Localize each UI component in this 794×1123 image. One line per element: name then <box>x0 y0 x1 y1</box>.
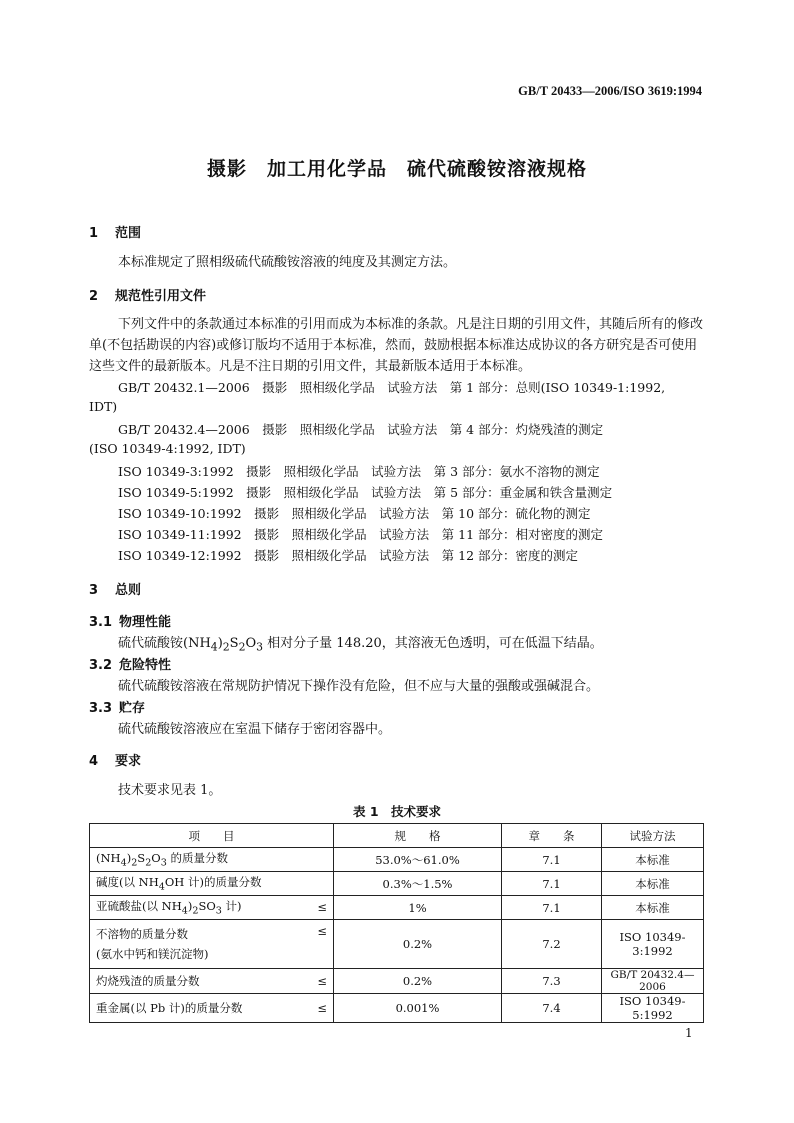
section-3-3-heading <box>89 697 145 716</box>
section-3-3-number: 3.3 <box>89 701 113 716</box>
row-clause: 7.1 <box>502 872 602 896</box>
row-clause: 7.4 <box>502 994 602 1023</box>
header-clause: 章 条 <box>502 824 602 848</box>
standard-number-header: GB/T 20433—2006/ISO 3619:1994 <box>518 84 702 98</box>
reference-1-line-1: GB/T 20432.1—2006 摄影 照相级化学品 试验方法 第 1 部分：总则(ISO 10349-1:1992, <box>118 380 666 395</box>
row-clause: 7.1 <box>502 848 602 872</box>
section-3-1-text: 硫代硫酸铵$(NH_4)_2S_2O_3$ 相对分子量 148.20，其溶液无色透明，可在低温下结晶。 <box>118 636 603 654</box>
section-4-title: 要求 <box>115 754 142 769</box>
row-item: 重金属(以 Pb 计)的质量分数 ≤ <box>90 994 334 1023</box>
section-3-1-heading <box>89 611 171 630</box>
row-method: ISO 10349-3:1992 <box>602 920 704 969</box>
section-1-heading <box>89 222 141 241</box>
row-spec: 0.001% <box>334 994 502 1023</box>
row-method: 本标准 <box>602 872 704 896</box>
row-method: 本标准 <box>602 848 704 872</box>
table-row <box>90 872 704 896</box>
row-method: 本标准 <box>602 896 704 920</box>
row-item: 亚硫酸盐(以 $NH_4)_2SO_3$ 计) ≤ <box>90 896 334 920</box>
section-3-title: 总则 <box>115 583 142 598</box>
row-spec: 53.0%～61.0% <box>334 848 502 872</box>
section-4-number: 4 <box>89 754 99 769</box>
table-row <box>90 848 704 872</box>
table-row <box>90 969 704 994</box>
less-equal-symbol: ≤ <box>317 924 327 938</box>
reference-6: ISO 10349-11:1992 摄影 照相级化学品 试验方法 第 11 部分：相对密度的测定 <box>118 527 603 542</box>
section-3-2-title: 危险特性 <box>119 658 172 673</box>
reference-5: ISO 10349-10:1992 摄影 照相级化学品 试验方法 第 10 部分：硫化物的测定 <box>118 506 591 521</box>
row-clause: 7.1 <box>502 896 602 920</box>
section-3-heading <box>89 579 141 598</box>
section-3-3-text: 硫代硫酸铵溶液应在室温下储存于密闭容器中。 <box>118 722 392 737</box>
section-1-title: 范围 <box>115 226 142 241</box>
section-3-1-title: 物理性能 <box>119 615 172 630</box>
reference-2-line-1: GB/T 20432.4—2006 摄影 照相级化学品 试验方法 第 4 部分：灼烧残渣的测定 <box>118 422 604 437</box>
row-clause: 7.3 <box>502 969 602 994</box>
row-spec: 0.2% <box>334 920 502 969</box>
section-4-heading <box>89 750 141 769</box>
page-number: 1 <box>685 1026 693 1040</box>
section-1-number: 1 <box>89 226 99 241</box>
less-equal-symbol: ≤ <box>317 900 327 915</box>
row-spec: 1% <box>334 896 502 920</box>
section-2-intro: 下列文件中的条款通过本标准的引用而成为本标准的条款。凡是注日期的引用文件，其随后所有的修改单(不包括勘误的内容)或修订版均不适用于本标准，然而，鼓励根据本标准达成协议的各方研究是否可使用这些文件的最新版本。凡是不注日期的引用文件，其最新版本适用于本标准。 <box>89 317 704 374</box>
reference-1-line-2: IDT) <box>89 399 118 414</box>
section-1-text: 本标准规定了照相级硫代硫酸铵溶液的纯度及其测定方法。 <box>118 255 457 270</box>
reference-3: ISO 10349-3:1992 摄影 照相级化学品 试验方法 第 3 部分：氨水不溶物的测定 <box>118 464 600 479</box>
row-method: GB/T 20432.4—2006 <box>602 969 704 994</box>
section-3-3-title: 贮存 <box>119 701 146 716</box>
section-2-number: 2 <box>89 289 99 304</box>
header-spec: 规 格 <box>334 824 502 848</box>
row-item: 灼烧残渣的质量分数 ≤ <box>90 969 334 994</box>
section-2-heading <box>89 285 206 304</box>
table-header-row <box>90 824 704 848</box>
row-clause: 7.2 <box>502 920 602 969</box>
reference-4: ISO 10349-5:1992 摄影 照相级化学品 试验方法 第 5 部分：重金属和铁含量测定 <box>118 485 613 500</box>
header-item: 项 目 <box>90 824 334 848</box>
requirements-table <box>89 823 704 1023</box>
document-title: 摄影 加工用化学品 硫代硫酸铵溶液规格 <box>206 158 587 180</box>
section-3-2-heading <box>89 654 171 673</box>
row-item: 碱度(以 $NH_4OH$ 计)的质量分数 <box>90 872 334 896</box>
row-spec: 0.2% <box>334 969 502 994</box>
row-spec: 0.3%～1.5% <box>334 872 502 896</box>
table-row <box>90 920 704 969</box>
reference-7: ISO 10349-12:1992 摄影 照相级化学品 试验方法 第 12 部分：密度的测定 <box>118 548 578 563</box>
row-item: $(NH_4)_2S_2O_3$ 的质量分数 <box>90 848 334 872</box>
section-2-title: 规范性引用文件 <box>115 289 207 304</box>
less-equal-symbol: ≤ <box>317 1001 327 1015</box>
section-3-2-text: 硫代硫酸铵溶液在常规防护情况下操作没有危险，但不应与大量的强酸或强碱混合。 <box>118 679 600 694</box>
section-3-2-number: 3.2 <box>89 658 113 673</box>
section-4-text: 技术要求见表 1。 <box>118 783 222 798</box>
less-equal-symbol: ≤ <box>317 974 327 988</box>
table-row <box>90 896 704 920</box>
section-3-number: 3 <box>89 583 99 598</box>
table-caption: 表 1 技术要求 <box>352 804 442 819</box>
table-row <box>90 994 704 1023</box>
row-method: ISO 10349-5:1992 <box>602 994 704 1023</box>
reference-2-line-2: (ISO 10349-4:1992, IDT) <box>89 441 246 456</box>
section-3-1-number: 3.1 <box>89 615 113 630</box>
header-method: 试验方法 <box>602 824 704 848</box>
row-item: 不溶物的质量分数 (氨水中钙和镁沉淀物) ≤ <box>90 920 334 969</box>
